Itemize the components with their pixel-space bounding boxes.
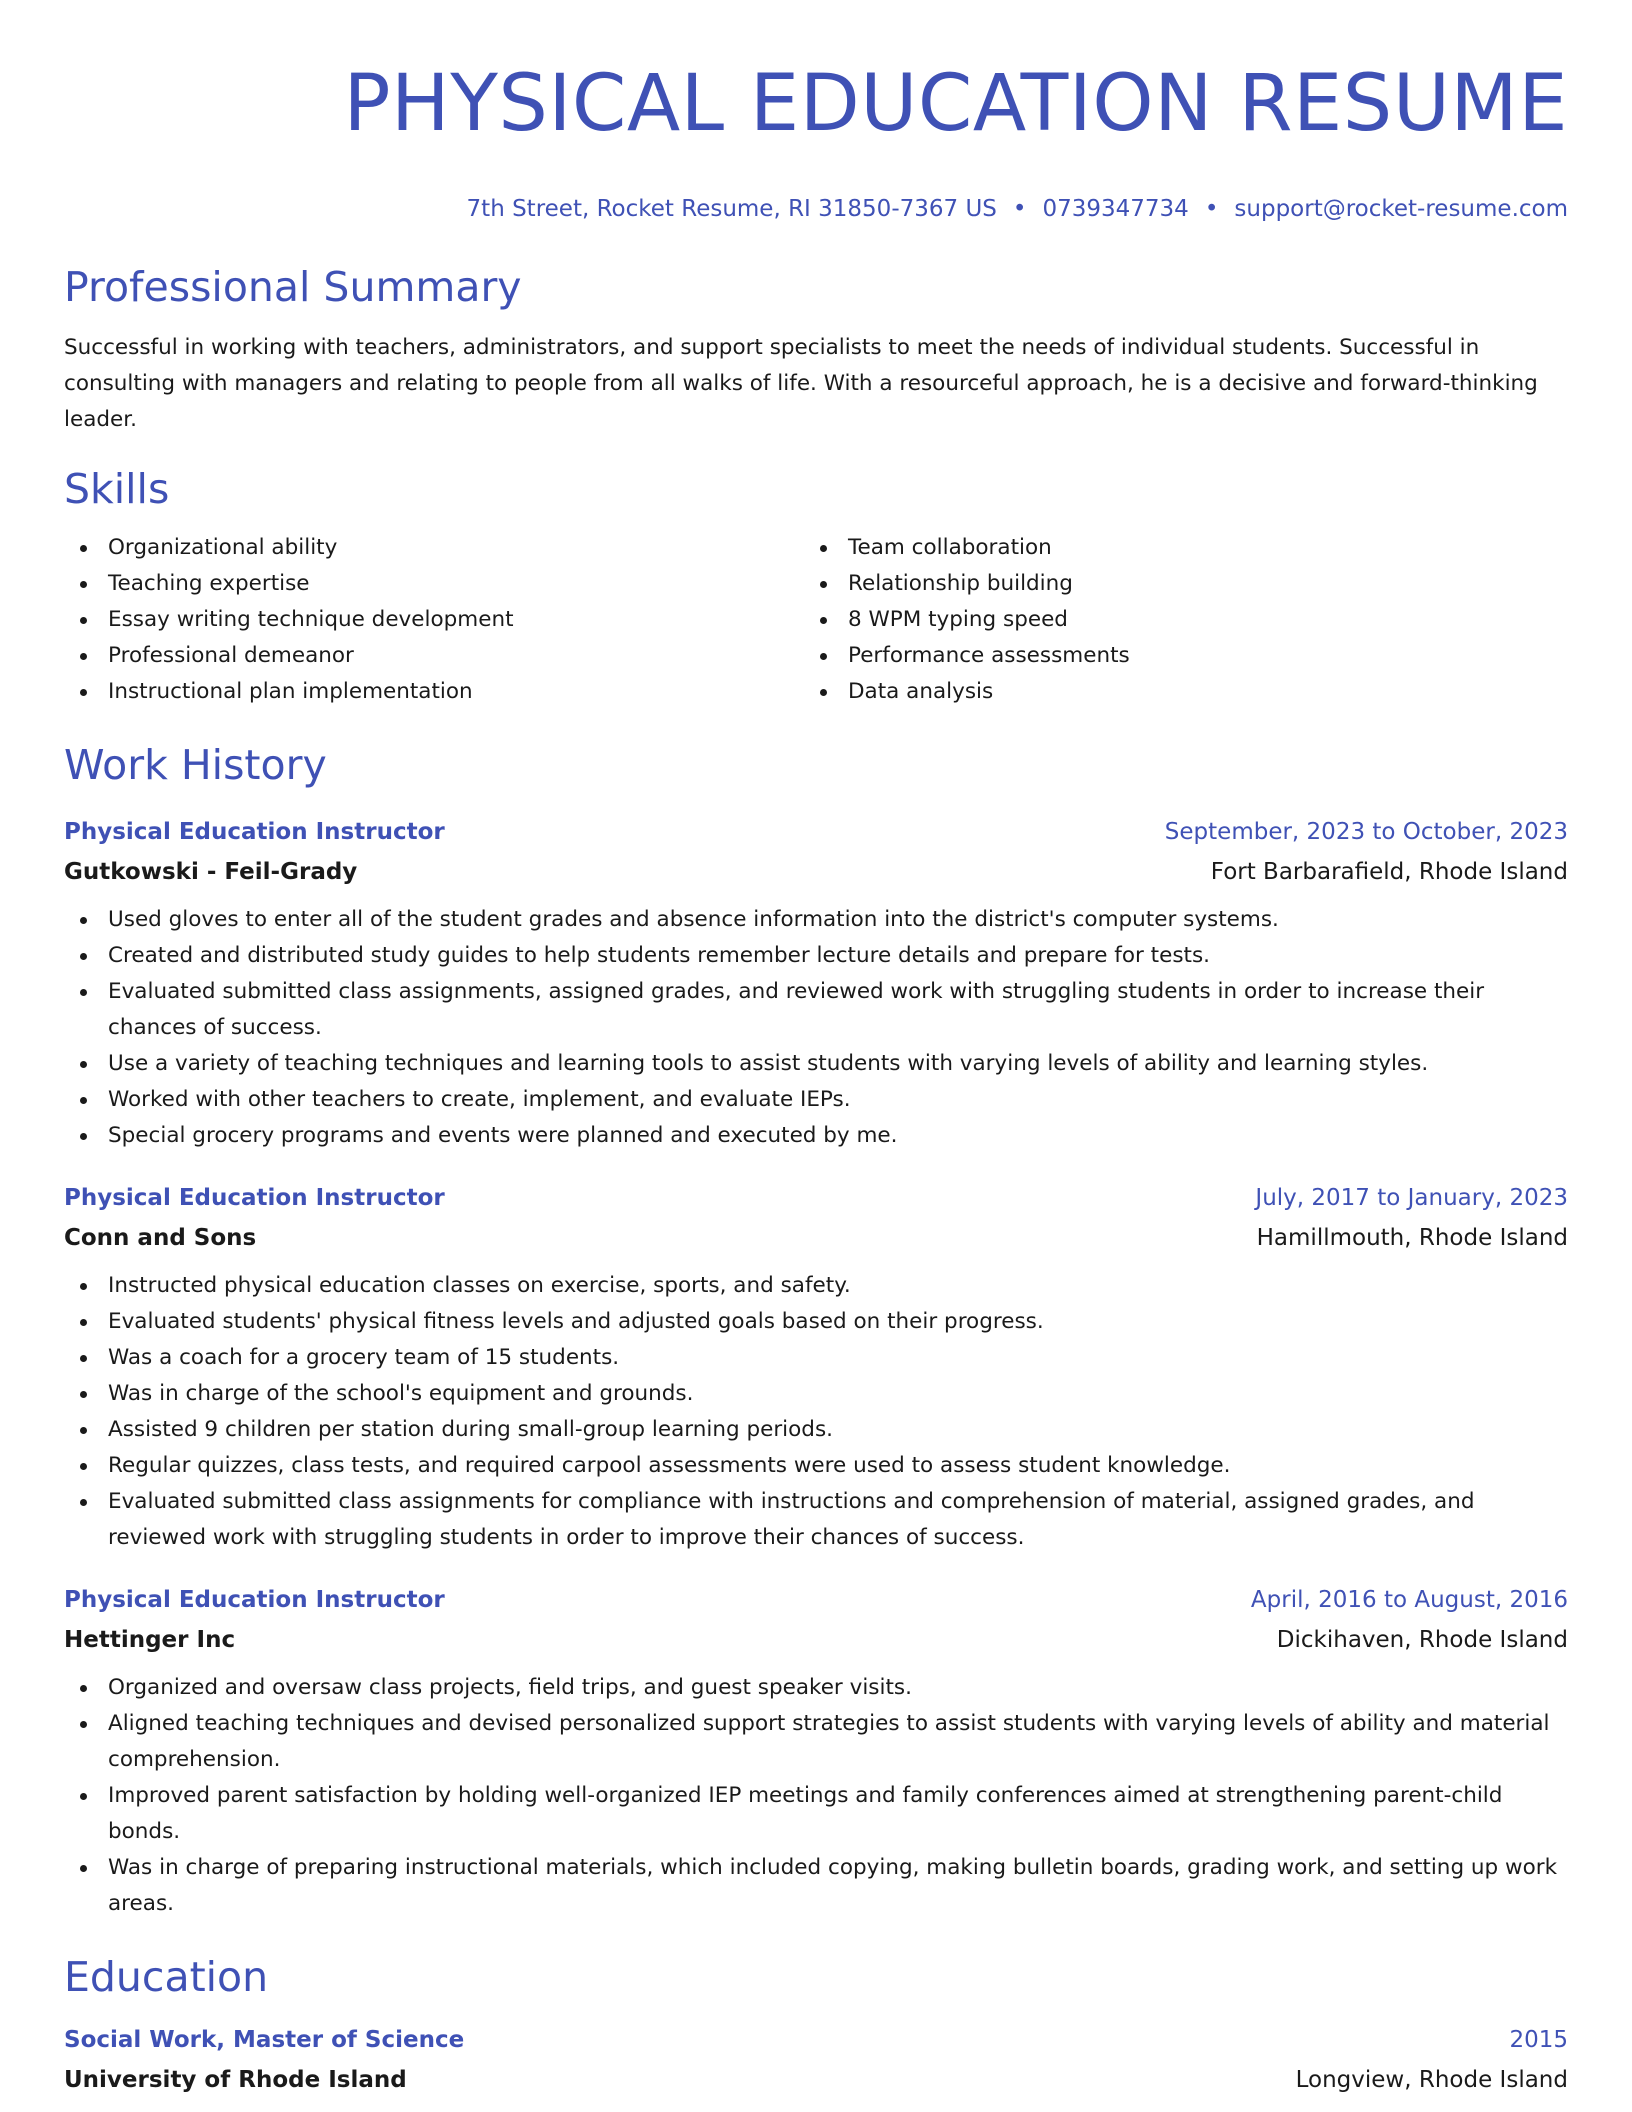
- summary-section: [64, 262, 1568, 438]
- duty-item: Evaluated submitted class assignments for compliance with instructions and comprehension of material, assigned grades, and reviewed work with struggling students in order to improve their chances of success.: [64, 1484, 1568, 1556]
- job-title: Physical Education Instructor: [64, 819, 445, 845]
- education-section: [64, 1952, 1568, 2100]
- education-school-row: [64, 2060, 1568, 2100]
- skills-columns: [64, 530, 1568, 710]
- summary-heading: Professional Summary: [64, 263, 522, 311]
- job-location: Fort Barbarafield, Rhode Island: [1210, 859, 1568, 885]
- contact-line: [64, 194, 1568, 224]
- contact-email[interactable]: support@rocket-resume.com: [1234, 196, 1568, 222]
- separator-dot: •: [1012, 196, 1027, 222]
- duty-item: Use a variety of teaching techniques and learning tools to assist students with varying levels of ability and learning styles.: [64, 1046, 1568, 1082]
- duty-item: Special grocery programs and events were planned and executed by me.: [64, 1118, 1568, 1154]
- duty-item: Was in charge of preparing instructional materials, which included copying, making bulletin boards, grading work, and setting up work areas.: [64, 1850, 1568, 1922]
- duty-item: Created and distributed study guides to help students remember lecture details and prepare for tests.: [64, 938, 1568, 974]
- resume-name: PHYSICAL EDUCATION RESUME: [343, 59, 1568, 149]
- summary-text: Successful in working with teachers, administrators, and support specialists to meet the needs of individual students. Successful in consulting with managers and relating to people from all walks of life. With a resourceful approach, he is a decisive and forward-thinking leader.: [64, 335, 1538, 432]
- duty-item: Evaluated submitted class assignments, assigned grades, and reviewed work with struggling students in order to increase their chances of success.: [64, 974, 1568, 1046]
- duty-item: Evaluated students' physical fitness levels and adjusted goals based on their progress.: [64, 1304, 1568, 1340]
- work-history-section: [64, 740, 1568, 1922]
- skill-item: Professional demeanor: [64, 638, 804, 674]
- skill-item: Performance assessments: [804, 638, 1544, 674]
- resume-header: [64, 0, 1568, 224]
- skill-item: Essay writing technique development: [64, 602, 804, 638]
- job-dates: April, 2016 to August, 2016: [1250, 1587, 1568, 1613]
- education-header-row: [64, 2020, 1568, 2060]
- job-dates: September, 2023 to October, 2023: [1164, 819, 1568, 845]
- job-entry: [64, 1580, 1568, 1922]
- education-degree: Social Work, Master of Science: [64, 2027, 465, 2053]
- separator-dot: •: [1204, 196, 1219, 222]
- duty-item: Assisted 9 children per station during small-group learning periods.: [64, 1412, 1568, 1448]
- job-header-row: [64, 812, 1568, 852]
- duty-item: Used gloves to enter all of the student grades and absence information into the district's computer systems.: [64, 902, 1568, 938]
- job-company-row: [64, 1620, 1568, 1660]
- job-location: Hamillmouth, Rhode Island: [1256, 1225, 1568, 1251]
- education-school: University of Rhode Island: [64, 2067, 407, 2093]
- contact-address: 7th Street, Rocket Resume, RI 31850-7367 US: [466, 196, 997, 222]
- education-location: Longview, Rhode Island: [1295, 2067, 1568, 2093]
- job-company-row: [64, 1218, 1568, 1258]
- skill-item: Organizational ability: [64, 530, 804, 566]
- skill-item: Relationship building: [804, 566, 1544, 602]
- education-entry: [64, 2020, 1568, 2100]
- skills-heading: Skills: [64, 465, 170, 513]
- skills-right-column: [804, 530, 1544, 710]
- job-title: Physical Education Instructor: [64, 1185, 445, 1211]
- duty-item: Regular quizzes, class tests, and required carpool assessments were used to assess student knowledge.: [64, 1448, 1568, 1484]
- job-duties: [64, 1268, 1568, 1556]
- job-dates: July, 2017 to January, 2023: [1255, 1185, 1568, 1211]
- duty-item: Worked with other teachers to create, implement, and evaluate IEPs.: [64, 1082, 1568, 1118]
- job-company: Hettinger Inc: [64, 1627, 236, 1653]
- skill-item: Teaching expertise: [64, 566, 804, 602]
- job-title: Physical Education Instructor: [64, 1587, 445, 1613]
- job-entry: [64, 1178, 1568, 1556]
- job-duties: [64, 1670, 1568, 1922]
- job-header-row: [64, 1580, 1568, 1620]
- education-heading: Education: [64, 1953, 269, 2001]
- skill-item: Team collaboration: [804, 530, 1544, 566]
- job-location: Dickihaven, Rhode Island: [1276, 1627, 1568, 1653]
- skill-item: 8 WPM typing speed: [804, 602, 1544, 638]
- job-company: Gutkowski - Feil-Grady: [64, 859, 358, 885]
- job-company-row: [64, 852, 1568, 892]
- skills-left-column: [64, 530, 804, 710]
- skills-section: [64, 464, 1568, 710]
- education-year: 2015: [1509, 2027, 1568, 2053]
- duty-item: Aligned teaching techniques and devised personalized support strategies to assist students with varying levels of ability and material comprehension.: [64, 1706, 1568, 1778]
- duty-item: Instructed physical education classes on exercise, sports, and safety.: [64, 1268, 1568, 1304]
- job-entry: [64, 812, 1568, 1154]
- contact-phone[interactable]: 0739347734: [1042, 196, 1189, 222]
- duty-item: Improved parent satisfaction by holding well-organized IEP meetings and family conferences aimed at strengthening parent-child bonds.: [64, 1778, 1568, 1850]
- job-duties: [64, 902, 1568, 1154]
- duty-item: Was a coach for a grocery team of 15 students.: [64, 1340, 1568, 1376]
- duty-item: Was in charge of the school's equipment and grounds.: [64, 1376, 1568, 1412]
- job-company: Conn and Sons: [64, 1225, 257, 1251]
- work-history-heading: Work History: [64, 741, 327, 789]
- skill-item: Instructional plan implementation: [64, 674, 804, 710]
- skill-item: Data analysis: [804, 674, 1544, 710]
- job-header-row: [64, 1178, 1568, 1218]
- duty-item: Organized and oversaw class projects, field trips, and guest speaker visits.: [64, 1670, 1568, 1706]
